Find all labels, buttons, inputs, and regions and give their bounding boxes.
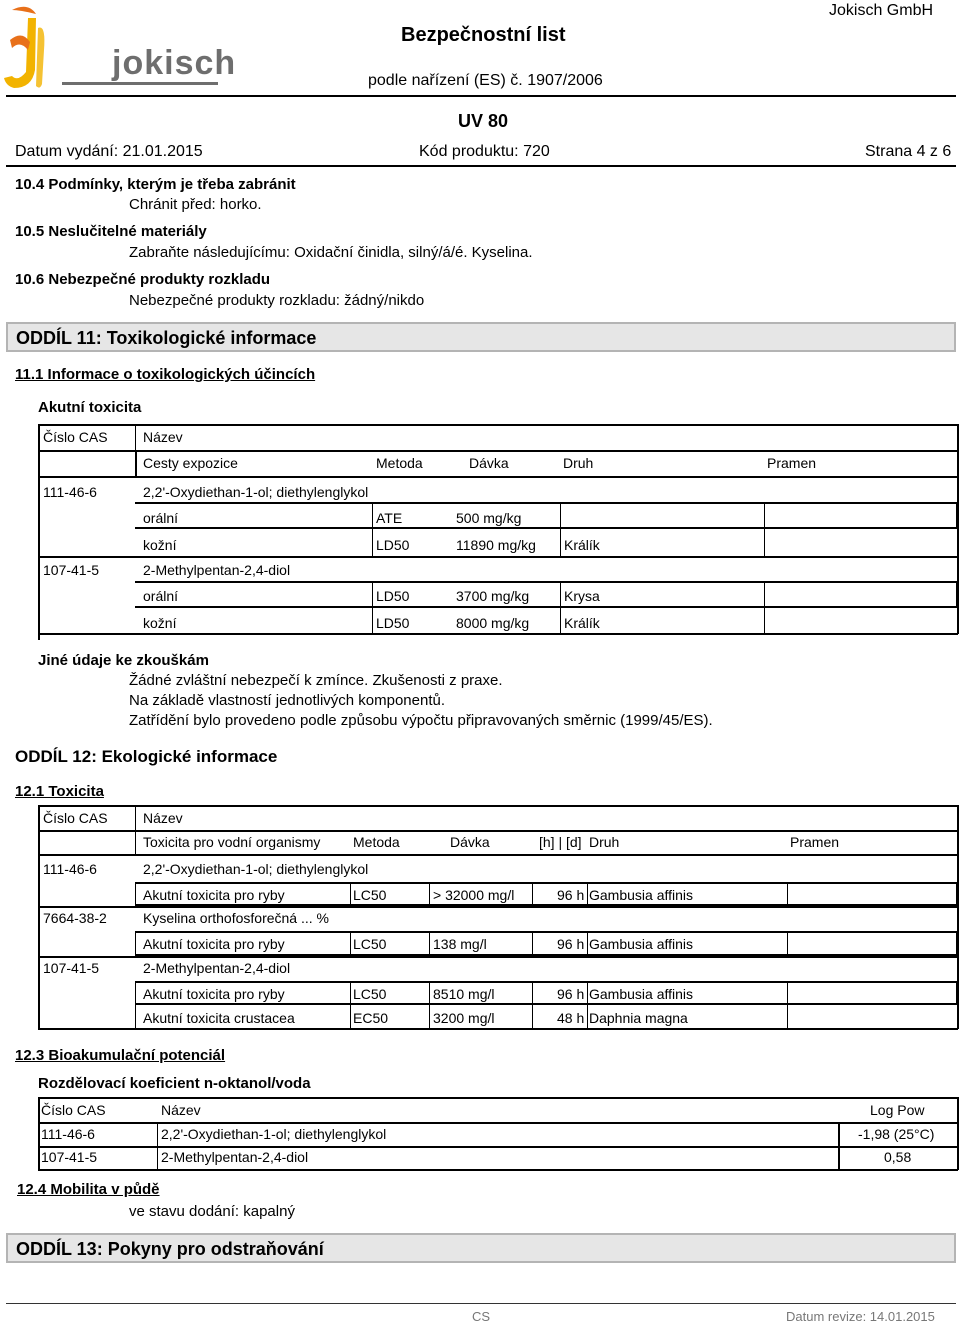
section-13-title: ODDÍL 13: Pokyny pro odstraňování <box>16 1239 324 1259</box>
other-data-title: Jiné údaje ke zkouškám <box>38 652 209 669</box>
time: 96 h <box>557 986 585 1002</box>
table-row-cas: 111-46-6 <box>43 861 97 877</box>
table-row-cas: 107-41-5 <box>43 960 100 976</box>
route: kožní <box>143 537 177 553</box>
method: LC50 <box>353 936 387 952</box>
header-cas: Číslo CAS <box>43 429 108 445</box>
table-row-cas: 111-46-6 <box>43 484 97 500</box>
header-divider-top <box>6 95 956 97</box>
header-name: Název <box>161 1102 201 1118</box>
issue-date: Datum vydání: 21.01.2015 <box>15 143 203 160</box>
table-row-name: 2,2'-Oxydiethan-1-ol; diethylenglykol <box>143 861 369 877</box>
header-cas: Číslo CAS <box>43 810 108 826</box>
partition-title: Rozdělovací koeficient n-oktanol/voda <box>38 1075 311 1092</box>
company-name: Jokisch GmbH <box>829 2 934 19</box>
method: LD50 <box>376 588 410 604</box>
product-name: UV 80 <box>458 111 509 131</box>
species: Králík <box>564 615 600 631</box>
section-11-header <box>6 322 956 352</box>
subheading-12-4: 12.4 Mobilita v půdě <box>17 1181 160 1198</box>
acute-toxicity-title: Akutní toxicita <box>38 399 142 416</box>
footer-revision-date: Datum revize: 14.01.2015 <box>786 1309 935 1324</box>
species: Gambusia affinis <box>589 936 694 952</box>
table-row <box>135 502 958 529</box>
table-row-name: 2-Methylpentan-2,4-diol <box>143 960 291 976</box>
route: orální <box>143 510 179 526</box>
subheading-10-5: 10.5 Neslučitelné materiály <box>15 223 207 240</box>
header-route: Cesty expozice <box>143 455 238 471</box>
header-tox: Toxicita pro vodní organismy <box>143 834 321 850</box>
method: EC50 <box>353 1010 389 1026</box>
dose: 3700 mg/kg <box>456 588 530 604</box>
page-number: Strana 4 z 6 <box>865 143 952 160</box>
table-row-name: 2-Methylpentan-2,4-diol <box>161 1149 309 1165</box>
species: Gambusia affinis <box>589 887 694 903</box>
product-code: Kód produktu: 720 <box>419 143 550 160</box>
text-10-6: Nebezpečné produkty rozkladu: žádný/nikdo <box>129 292 425 309</box>
method: LD50 <box>376 615 410 631</box>
section-13-header <box>6 1233 956 1263</box>
method: ATE <box>376 510 403 526</box>
time: 48 h <box>557 1010 585 1026</box>
document-title: Bezpečnostní list <box>401 24 566 46</box>
subheading-11-1: 11.1 Informace o toxikologických účincích <box>15 366 316 383</box>
subheading-10-6: 10.6 Nebezpečné produkty rozkladu <box>15 271 271 288</box>
tox-type: Akutní toxicita crustacea <box>143 1010 295 1026</box>
section-12-title: ODDÍL 12: Ekologické informace <box>15 747 278 766</box>
dose: 3200 mg/l <box>433 1010 495 1026</box>
table-row-cas: 7664-38-2 <box>43 910 107 926</box>
header-source: Pramen <box>767 455 817 471</box>
time: 96 h <box>557 936 585 952</box>
species: Krysa <box>564 588 600 604</box>
header-species: Druh <box>563 455 594 471</box>
company-logo <box>2 0 237 96</box>
dose: 138 mg/l <box>433 936 487 952</box>
subheading-12-1: 12.1 Toxicita <box>15 783 104 800</box>
header-species: Druh <box>589 834 620 850</box>
method: LC50 <box>353 887 387 903</box>
table-row-logpow: -1,98 (25°C) <box>858 1126 935 1142</box>
header-name: Název <box>143 429 183 445</box>
table-row <box>135 581 958 608</box>
footer-divider <box>6 1303 956 1304</box>
table-row-name: 2,2'-Oxydiethan-1-ol; diethylenglykol <box>161 1126 387 1142</box>
header-source: Pramen <box>790 834 840 850</box>
table-row-name: Kyselina orthofosforečná ... % <box>143 910 329 926</box>
species: Daphnia magna <box>589 1010 688 1026</box>
method: LC50 <box>353 986 387 1002</box>
header-method: Metoda <box>376 455 423 471</box>
table-row-name: 2,2'-Oxydiethan-1-ol; diethylenglykol <box>143 484 369 500</box>
regulation: podle nařízení (ES) č. 1907/2006 <box>368 72 603 89</box>
table-row-cas: 107-41-5 <box>41 1149 98 1165</box>
tox-type: Akutní toxicita pro ryby <box>143 936 285 952</box>
method: LD50 <box>376 537 410 553</box>
table-row-name: 2-Methylpentan-2,4-diol <box>143 562 291 578</box>
tox-type: Akutní toxicita pro ryby <box>143 986 285 1002</box>
mobility-text: ve stavu dodání: kapalný <box>129 1203 295 1220</box>
dose: 8510 mg/l <box>433 986 495 1002</box>
header-dose: Dávka <box>450 834 490 850</box>
footer-language: CS <box>472 1309 491 1324</box>
tox-type: Akutní toxicita pro ryby <box>143 887 285 903</box>
header-name: Název <box>143 810 183 826</box>
dose: 11890 mg/kg <box>456 537 536 553</box>
subheading-12-3: 12.3 Bioakumulační potenciál <box>15 1047 226 1064</box>
header-dose: Dávka <box>469 455 509 471</box>
other-data-line: Na základě vlastností jednotlivých komponentů. <box>129 692 446 709</box>
section-11-title: ODDÍL 11: Toxikologické informace <box>16 328 317 348</box>
time: 96 h <box>557 887 585 903</box>
species: Gambusia affinis <box>589 986 694 1002</box>
header-divider-bottom <box>6 165 956 167</box>
subheading-10-4: 10.4 Podmínky, kterým je třeba zabránit <box>15 176 296 193</box>
text-10-4: Chránit před: horko. <box>129 196 262 213</box>
table-row-cas: 111-46-6 <box>41 1126 95 1142</box>
other-data-line: Zatřídění bylo provedeno podle způsobu výpočtu připravovaných směrnic (1999/45/ES). <box>129 712 713 729</box>
dose: 500 mg/kg <box>456 510 522 526</box>
header-logpow: Log Pow <box>870 1102 925 1118</box>
route: kožní <box>143 615 177 631</box>
route: orální <box>143 588 179 604</box>
header-method: Metoda <box>353 834 400 850</box>
dose: > 32000 mg/l <box>433 887 515 903</box>
header-time: [h] | [d] <box>539 834 582 850</box>
other-data-line: Žádné zvláštní nebezpečí k zmínce. Zkušenosti z praxe. <box>129 672 503 689</box>
table-row-logpow: 0,58 <box>884 1149 912 1165</box>
header-cas: Číslo CAS <box>41 1102 106 1118</box>
species: Králík <box>564 537 600 553</box>
text-10-5: Zabraňte následujícímu: Oxidační činidla, silný/á/é. Kyselina. <box>129 244 533 261</box>
table-row-cas: 107-41-5 <box>43 562 100 578</box>
logo-text: jokisch <box>112 44 237 82</box>
dose: 8000 mg/kg <box>456 615 530 631</box>
